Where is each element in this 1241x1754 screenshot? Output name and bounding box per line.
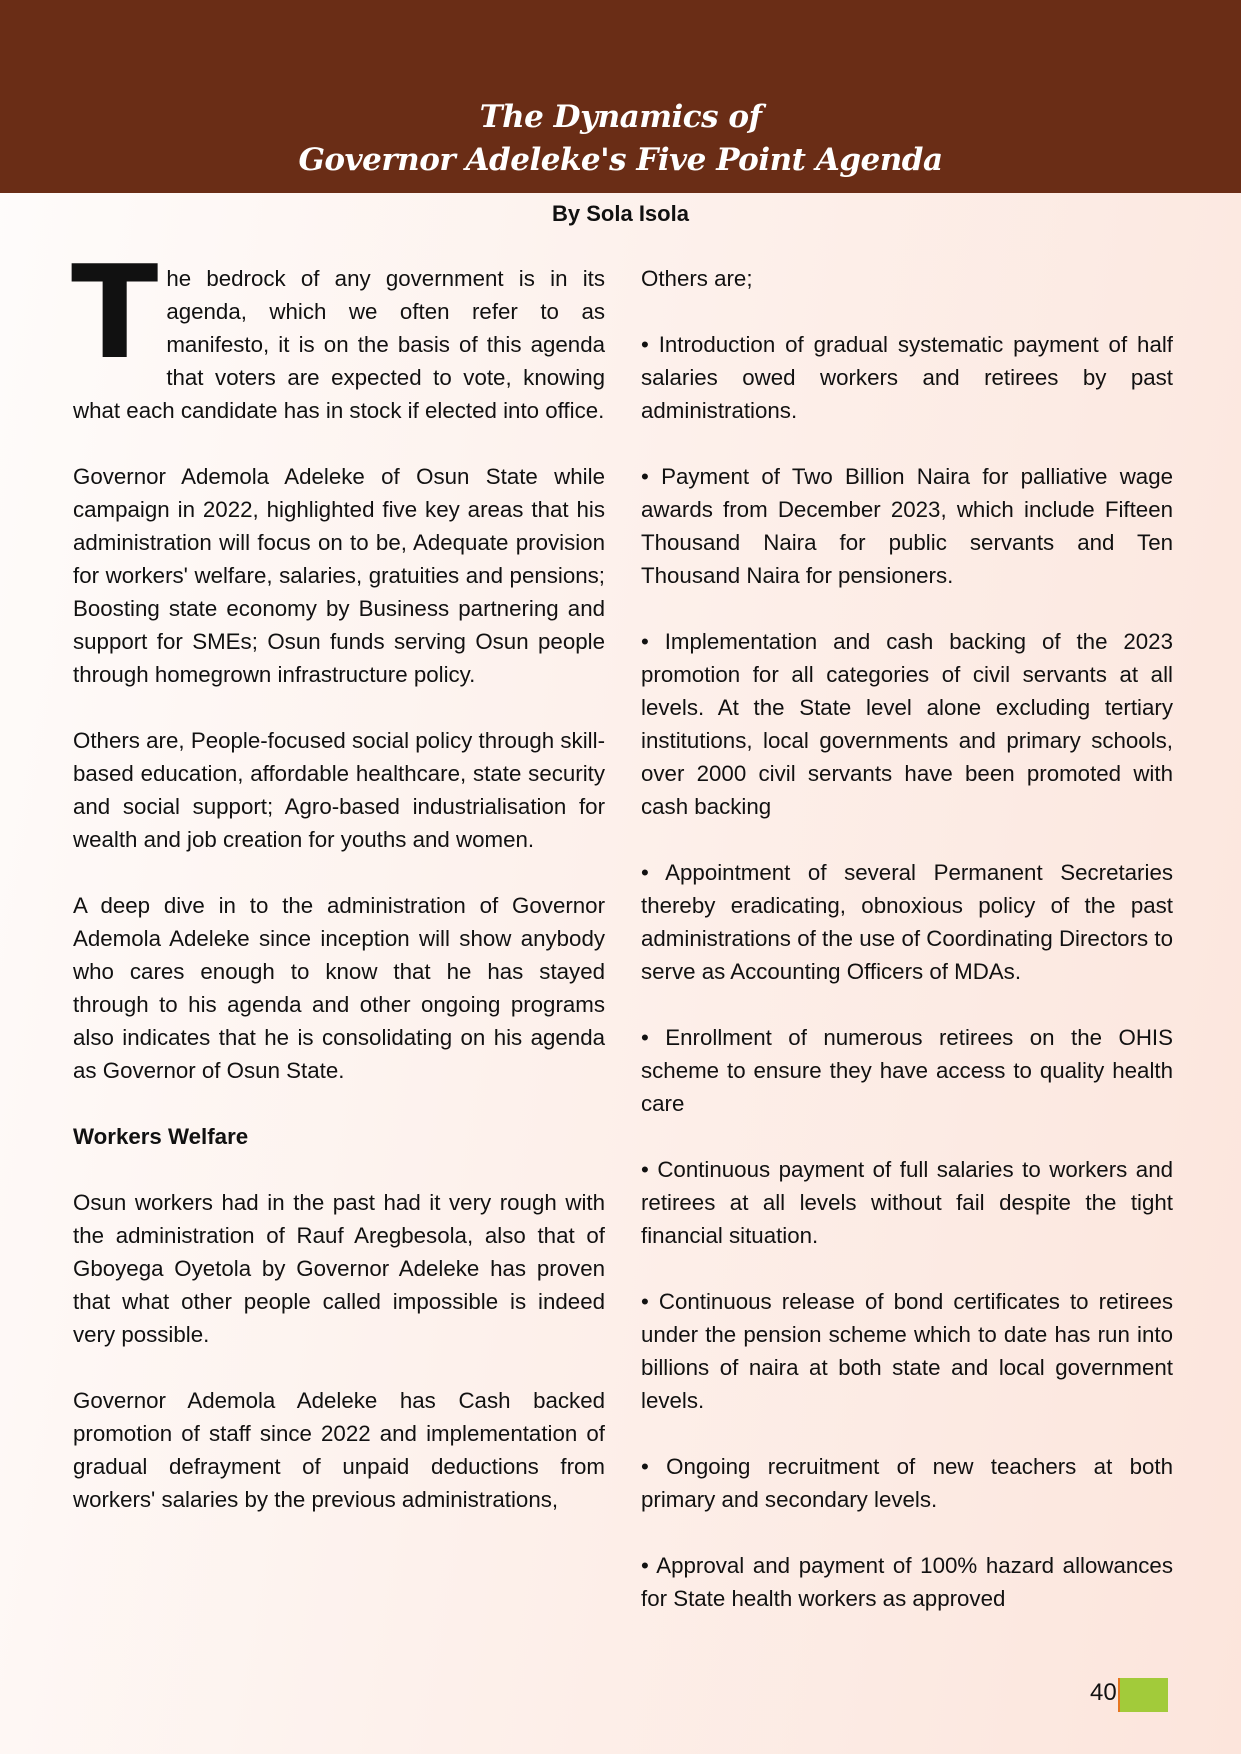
intro-text: he bedrock of any government is in its agenda, which we often refer to as manifesto, it is on the basis of this agenda that voters are expected to vote, knowing what each candidate has in stock if elected into office. [73, 266, 605, 423]
left-column [71, 239, 605, 1549]
paragraph: Governor Ademola Adeleke of Osun State while campaign in 2022, highlighted five key areas that his administration will focus on to be, Adequate provision for workers' welfare, salaries, gratuities and pensions; Boosting state economy by Business partnering and support for SMEs; Osun funds serving Osun people through homegrown infrastructure policy. [73, 464, 605, 687]
paragraph: Others are, People-focused social policy through skill-based education, affordable healthcare, state security and social support; Agro-based industrialisation for wealth and job creation for youths and women. [73, 728, 605, 852]
article-title [0, 96, 1241, 182]
right-column [641, 262, 1173, 1648]
drop-cap: T [71, 239, 159, 388]
page-tab-marker [1118, 1678, 1168, 1712]
byline: By Sola Isola [552, 201, 689, 226]
bullet-item: • Payment of Two Billion Naira for palliative wage awards from December 2023, which include Fifteen Thousand Naira for public servants and Ten Thousand Naira for pensioners. [641, 464, 1173, 588]
paragraph: Governor Ademola Adeleke has Cash backed promotion of staff since 2022 and implementation of gradual defrayment of unpaid deductions from workers' salaries by the previous administrations, [73, 1388, 605, 1512]
bullet-item: • Appointment of several Permanent Secretaries thereby eradicating, obnoxious policy of the past administrations of the use of Coordinating Directors to serve as Accounting Officers of MDAs. [641, 860, 1173, 984]
paragraph: Osun workers had in the past had it very rough with the administration of Rauf Aregbesola, also that of Gboyega Oyetola by Governor Adeleke has proven that what other people called impossible is indeed very possible. [73, 1190, 605, 1347]
bullet-item: • Continuous release of bond certificates to retirees under the pension scheme which to date has run into billions of naira at both state and local government levels. [641, 1289, 1173, 1413]
paragraph: A deep dive in to the administration of Governor Ademola Adeleke since inception will show anybody who cares enough to know that he has stayed through to his agenda and other ongoing programs also indicates that he is consolidating on his agenda as Governor of Osun State. [73, 893, 605, 1083]
list-lead: Others are; [641, 266, 753, 291]
bullet-item: • Introduction of gradual systematic payment of half salaries owed workers and retirees by past administrations. [641, 332, 1173, 423]
bullet-item: • Approval and payment of 100% hazard allowances for State health workers as approved [641, 1553, 1173, 1611]
intro-paragraph [71, 239, 605, 427]
bullet-item: • Continuous payment of full salaries to workers and retirees at all levels without fail despite the tight financial situation. [641, 1157, 1173, 1248]
bullet-item: • Enrollment of numerous retirees on the OHIS scheme to ensure they have access to quality health care [641, 1025, 1173, 1116]
title-line-1: The Dynamics of [479, 99, 762, 135]
bullet-item: • Implementation and cash backing of the 2023 promotion for all categories of civil servants at all levels. At the State level alone excluding tertiary institutions, local governments and primary schools, over 2000 civil servants have been promoted with cash backing [641, 629, 1173, 819]
page-number: 40 [1090, 1679, 1117, 1706]
bullet-item: • Ongoing recruitment of new teachers at both primary and secondary levels. [641, 1454, 1173, 1512]
subheading-workers-welfare: Workers Welfare [73, 1124, 249, 1149]
title-line-2: Governor Adeleke's Five Point Agenda [298, 142, 943, 178]
